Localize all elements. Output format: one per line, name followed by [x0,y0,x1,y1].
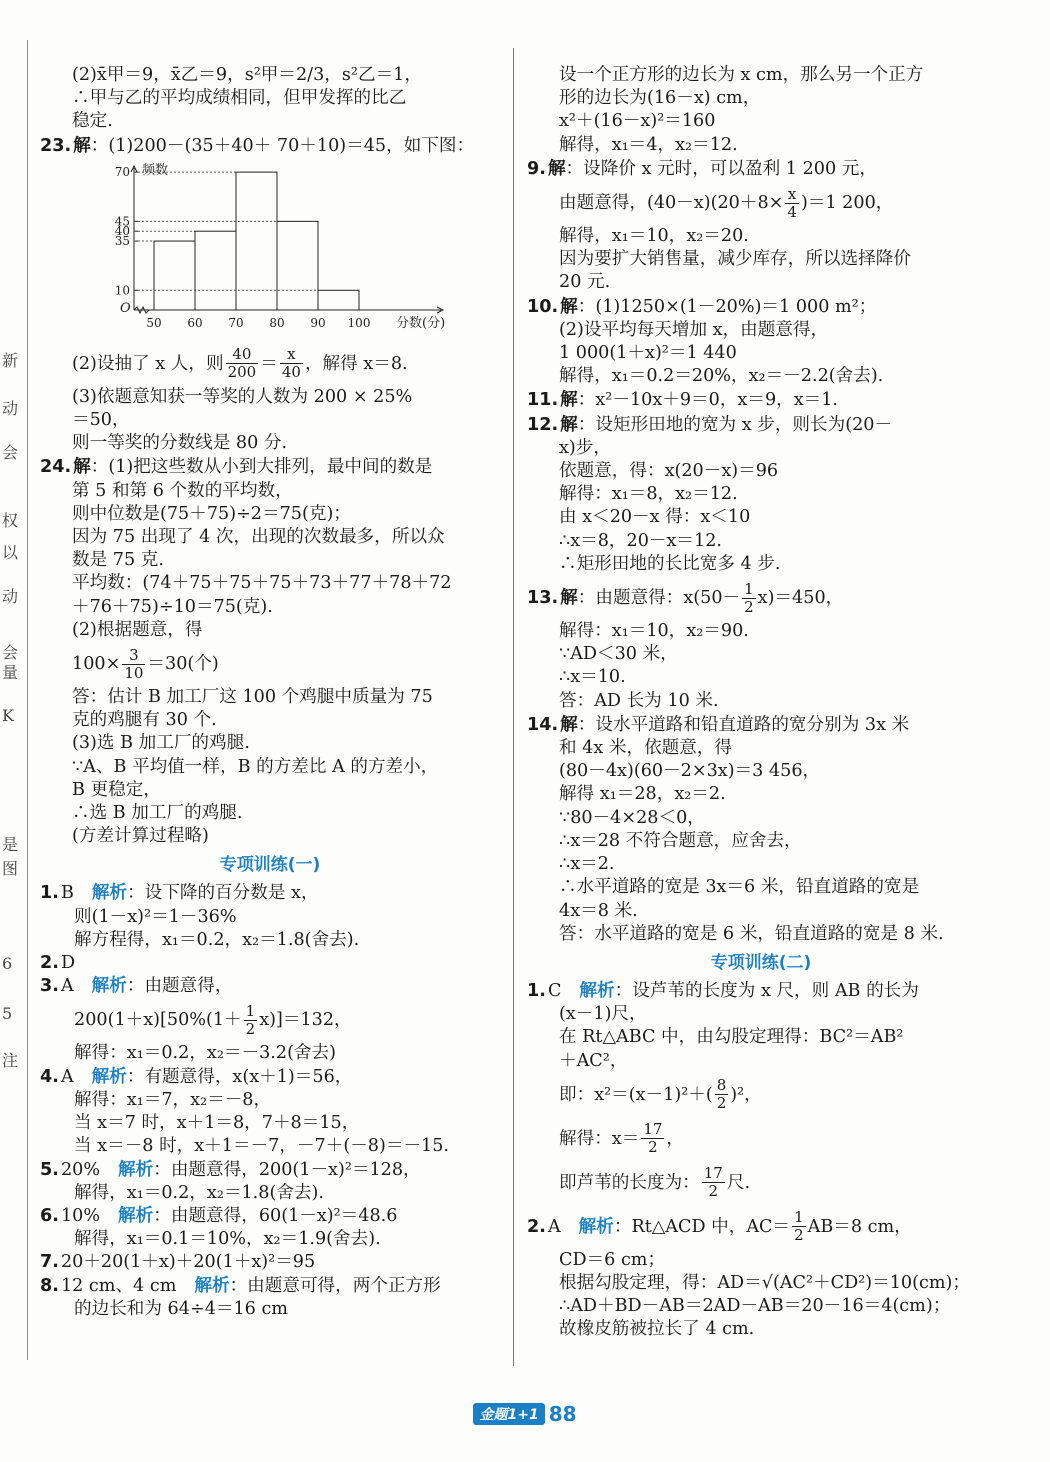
denominator: 10 [124,663,144,682]
histogram-bar [154,241,195,310]
text-line: 解得：x₁＝7，x₂＝－8， [74,1089,272,1110]
text-line: 答：估计 B 加工厂这 100 个鸡腿中质量为 75 [72,687,433,708]
text-line: ∴甲与乙的平均成绩相同，但甲发挥的比乙 [72,88,407,109]
solution-keyword: 解 [560,295,578,317]
text-line: 由 x＜20－x 得：x＜10 [559,507,751,528]
margin-line [27,40,28,1360]
x-tick-label: 80 [269,315,285,330]
y-tick-label: 70 [114,164,130,179]
text: ：(1)把这些数从小到大排列，最中间的数是 [90,457,433,478]
margin-char: 权 [2,511,19,530]
text: 20＋20(1＋x)＋20(1＋x)²＝95 [60,1252,316,1273]
question-number: 3. [40,976,59,997]
question-23 [40,134,500,158]
text: 100× [72,654,121,675]
text-line: 4x＝8 米. [559,900,638,921]
histogram-chart [96,160,466,338]
answer: B [60,883,74,904]
y-tick-label: 40 [114,224,130,239]
denominator: 2 [708,1182,719,1201]
x-tick-label: 100 [347,315,371,330]
text: )＝1 200， [800,193,894,214]
question-12 [527,413,995,437]
y-tick-label: 45 [114,214,130,229]
question-4 [40,1066,500,1089]
text-line: 第 5 和第 6 个数的平均数， [72,480,293,501]
analysis-tag: 解析 [91,1066,127,1087]
question-number: 10. [527,296,559,317]
numerator: 8 [716,1076,727,1095]
question-number: 1. [527,980,546,1001]
margin-char: K [2,706,14,725]
answer: A [60,1066,74,1087]
text-line: ∴x＝8，20－x＝12. [559,530,722,551]
text: x)＝450， [757,588,844,609]
text-line: (方差计算过程略) [72,826,209,847]
analysis-tag: 解析 [118,1205,154,1226]
numerator: x [280,346,303,364]
text-line: 因为 75 出现了 4 次，出现的次数最多，所以众 [72,527,445,548]
text-line: (3)选 B 加工厂的鸡腿. [72,733,250,754]
text-line: ＋AC²， [559,1050,628,1071]
text-line: 克的鸡腿有 30 个. [72,710,217,731]
question-9 [527,157,995,181]
question-number: 4. [40,1066,59,1087]
question-11 [527,388,995,412]
text-line: ＋76＋75)÷10＝75(克). [72,596,273,617]
text-line: 解得，x₁＝4，x₂＝12. [559,134,738,155]
margin-char: 动 [2,587,19,606]
text-line: 当 x＝7 时，x＋1＝8，7＋8＝15， [74,1113,360,1134]
y-tick-label: 35 [114,233,130,248]
page-number: 88 [548,1402,577,1426]
margin-char: 注 [2,1051,19,1070]
margin-char: 5 [2,1004,13,1023]
fraction [792,1209,806,1244]
text-line: ∴x＝10. [559,667,626,688]
question-number: 12. [527,414,559,435]
y-tick-label: 10 [114,283,130,298]
denominator: 2 [716,1094,727,1113]
numerator: 1 [245,1001,256,1020]
fraction [226,346,259,381]
text: ：由题意得，200(1－x)²＝128， [153,1159,421,1180]
answer: 12 cm、4 cm [60,1275,177,1296]
denominator: 2 [648,1138,658,1157]
text: 200(1＋x)[50%(1＋ [74,1010,242,1031]
text-line: 在 Rt△ABC 中，由勾股定理得：BC²＝AB² [559,1027,904,1048]
text: ：由题意得，60(1－x)²＝48.6 [153,1205,398,1226]
text-line: ∴选 B 加工厂的鸡腿. [72,803,243,824]
page-footer [0,1402,1050,1426]
question-number: 2. [40,953,59,974]
numerator: 3 [122,647,145,665]
text-line: 解得：x₁＝8，x₂＝12. [559,484,738,505]
question-8 [40,1275,500,1298]
text-line: 解得：x₁＝0.2，x₂＝－3.2(舍去) [74,1043,336,1064]
text-line: (2)x̄甲＝9，x̄乙＝9，s²甲＝2/3，s²乙＝1， [72,65,422,85]
text-line [40,642,500,686]
text-line: ∴AD＋BD－AB＝2AD－AB＝20－16＝4(cm)； [559,1296,951,1317]
fraction [122,647,145,682]
solution-keyword: 解 [547,157,566,179]
text-line: (x－1)尺， [559,1004,647,1025]
text-line [40,998,500,1042]
question-3 [40,975,500,998]
text-line: B 更稳定， [72,779,161,800]
numerator: x [785,186,799,204]
text-line: 则中位数是(75＋75)÷2＝75(克)； [72,503,351,524]
analysis-tag: 解析 [579,980,615,1001]
denominator: 200 [227,363,257,382]
text-line: 因为要扩大销售量，减少库存，所以选择降价 [559,249,911,270]
text: 即芦苇的长度为： [559,1172,700,1193]
text-line: (2)根据题意，得 [72,619,203,640]
text: ：设芦苇的长度为 x 尺，则 AB 的长为 [614,980,919,1001]
text-line: 答：水平道路的宽是 6 米，铅直道路的宽是 8 米. [559,923,944,944]
analysis-tag: 解析 [91,883,128,904]
text-line: 根据勾股定理，得：AD＝√(AC²＋CD²)＝10(cm)； [559,1272,970,1293]
analysis-tag: 解析 [91,976,127,997]
left-column [40,64,500,1321]
text: ：Rt△ACD 中，AC＝ [613,1216,791,1237]
text: ：(1)1250×(1－20%)＝1 000 m²； [577,296,877,317]
question-10 [527,295,995,319]
question-number: 11. [527,390,559,411]
margin-char: 会 [2,443,19,462]
question-number: 8. [40,1275,59,1296]
text: ：设矩形田地的宽为 x 步，则长为(20－ [577,414,893,435]
question-5 [40,1159,500,1182]
text-line: 则(1－x)²＝1－36% [74,906,237,927]
text-line: 的边长和为 64÷4＝16 cm [74,1298,288,1319]
denominator: 2 [245,1019,256,1038]
text-line: 解得 x₁＝28，x₂＝2. [559,784,726,805]
x-tick-label: 60 [187,315,203,330]
text-line: 平均数：(74＋75＋75＋75＋73＋77＋78＋72 [72,573,452,594]
text-line: (80－4x)(60－2×3x)＝3 456， [559,761,821,782]
text-line: x²＋(16－x)²＝160 [559,111,716,132]
answer: 10% [60,1205,101,1226]
text-line: (2)设抽了 x 人，则 $\frac{40}{200}$ ＝ $\frac{x}{40}$ ，解得 x＝8. [72,345,408,382]
text: ：由题意得， [126,976,233,997]
solution-keyword: 解 [560,713,578,735]
right-column [527,64,995,1342]
numerator: 17 [643,1120,663,1139]
text: ＝30(个) [147,654,219,675]
margin-char: 动 [2,399,19,418]
x-tick-label: 70 [228,315,244,330]
solution-keyword: 解 [560,413,578,435]
x-axis-label: 分数(分) [396,315,446,331]
question-2 [527,1205,995,1249]
text: 即：x²＝(x－1)²＋( [559,1084,713,1105]
histogram-bar [236,172,277,310]
question-number: 9. [527,158,546,179]
text-line [527,1117,995,1161]
text: 解得：x＝ [559,1128,640,1149]
solution-keyword: 解 [73,456,91,478]
text: x)]＝132， [259,1010,352,1031]
text-line [527,1161,995,1205]
text-line: 解得，x₁＝0.2＝20%，x₂＝－2.2(舍去). [559,366,884,387]
x-tick-label: 90 [310,315,326,330]
fraction [785,186,799,221]
fraction [702,1165,725,1200]
text-line: 解得，x₁＝10，x₂＝20. [559,226,749,247]
numerator: 40 [226,346,259,364]
text: ，解得 x＝8. [304,353,408,374]
text: ， [666,1128,685,1149]
question-number: 14. [527,714,559,735]
text: 尺. [726,1172,751,1193]
text: ：x²－10x＋9＝0，x＝9，x＝1. [577,390,839,411]
fraction [742,581,756,616]
margin-char: 以 [2,543,19,562]
text-line: ∵A、B 平均值一样，B 的方差比 A 的方差小， [72,756,439,777]
text-line: 答：AD 长为 10 米. [559,690,719,711]
text-line: ∴x＝2. [559,854,615,875]
margin-char: 会 [2,643,19,662]
denominator: 40 [281,363,301,382]
solution-keyword: 解 [73,134,91,156]
text-line [527,181,995,225]
numerator: 1 [744,579,754,598]
text: ：有题意得，x(x＋1)＝56， [126,1066,353,1087]
text: ：设水平道路和铅直道路的宽分别为 3x 米 [577,714,910,735]
x-tick-label: 50 [146,315,162,330]
answer: 20% [60,1159,101,1180]
text-line: ∵AD＜30 米， [559,644,678,665]
question-number: 5. [40,1159,59,1180]
text-line: 故橡皮筋被拉长了 4 cm. [559,1319,755,1340]
y-axis-label: 频数 [142,162,169,178]
histogram-bar [277,221,318,310]
question-number: 2. [527,1216,546,1237]
text-line: 当 x＝－8 时，x＋1＝－7，－7＋(－8)＝－15. [74,1136,450,1157]
question-2 [40,952,500,975]
text-line [527,1073,995,1117]
text-line: ＝50， [72,410,130,431]
analysis-tag: 解析 [578,1216,614,1237]
section-heading: 专项训练(二) [710,952,812,973]
text-line: ∵80－4×28＜0， [559,807,705,828]
text-line: 解方程得，x₁＝0.2，x₂＝1.8(舍去). [74,929,360,950]
question-24 [40,455,500,479]
text-line: ∴水平道路的宽是 3x＝6 米，铅直道路的宽是 [559,877,920,898]
denominator: 4 [787,202,797,221]
text-line: ∴矩形田地的长比宽多 4 步. [559,553,781,574]
binding-margin [0,0,34,1400]
histogram-bar [195,231,236,310]
text-line: 1 000(1＋x)²＝1 440 [559,343,737,364]
text: ：由题意得：x(50－ [577,588,741,609]
margin-char: 新 [2,351,19,370]
text: ：设降价 x 元时，可以盈利 1 200 元， [565,158,877,179]
text-line: ∴x＝28 不符合题意，应舍去， [559,830,802,851]
text-line: 则一等奖的分数线是 80 分. [72,433,288,454]
fraction [641,1121,664,1156]
text-line: 解得：x₁＝10，x₂＝90. [559,621,749,642]
margin-char: 图 [2,859,19,878]
question-number: 13. [527,588,559,609]
text-line: 20 元. [559,272,611,293]
fraction [280,346,303,381]
answer: A [60,976,74,997]
denominator: 2 [744,597,754,616]
analysis-tag: 解析 [194,1275,230,1296]
fraction [244,1003,258,1038]
margin-char: 量 [2,663,19,682]
question-number: 24. [40,457,72,478]
text: (2)设抽了 x 人，则 [72,353,224,374]
answer: D [60,953,76,974]
analysis-tag: 解析 [118,1159,154,1180]
question-13 [527,576,995,620]
question-number: 6. [40,1205,59,1226]
question-1 [40,882,500,905]
text-line: 和 4x 米，依题意，得 [559,738,733,759]
brand-logo: 金题1+1 [473,1403,544,1425]
question-6 [40,1205,500,1228]
question-number: 1. [40,883,59,904]
text-line: x)步， [559,437,611,458]
question-14 [527,713,995,737]
text-line: 数是 75 克. [72,550,164,571]
text-line: 解得，x₁＝0.1＝10%，x₂＝1.9(舍去). [74,1229,381,1250]
text: AB＝8 cm， [807,1216,912,1237]
section-heading: 专项训练(一) [219,855,321,876]
question-number: 7. [40,1252,59,1273]
margin-char: 6 [2,954,13,973]
answer: C [547,980,562,1001]
fraction [715,1077,729,1112]
text-line: 依题意，得：x(20－x)＝96 [559,461,779,482]
histogram-bar [318,290,359,310]
text-line: (3)依题意知获一等奖的人数为 200 × 25% [72,386,413,407]
solution-keyword: 解 [560,587,578,609]
text: ：由题意可得，两个正方形 [229,1275,441,1296]
text-line: CD＝6 cm； [559,1249,666,1270]
text: 由题意得，(40－x)(20＋8× [559,193,784,214]
solution-keyword: 解 [560,389,578,411]
denominator: 2 [794,1226,804,1245]
column-divider [513,48,514,1366]
margin-char: 是 [2,835,19,854]
text: )²， [730,1084,762,1105]
question-1 [527,980,995,1003]
text: ：设下降的百分数是 x， [127,883,319,904]
text-line: 解得，x₁＝0.2，x₂＝1.8(舍去). [74,1182,324,1203]
numerator: 17 [703,1164,723,1183]
text-line: 形的边长为(16－x) cm， [559,88,761,109]
question-7 [40,1251,500,1274]
text-line: (2)设平均每天增加 x，由题意得， [559,319,829,340]
question-number: 23. [40,135,72,156]
text-line: 设一个正方形的边长为 x cm，那么另一个正方 [559,65,924,85]
numerator: 1 [794,1208,804,1227]
text: ：(1)200－(35＋40＋ 70＋10)＝45，如下图： [90,135,475,156]
origin-label: O [120,300,131,316]
text-line: 稳定. [72,111,113,132]
answer: A [547,1216,561,1237]
